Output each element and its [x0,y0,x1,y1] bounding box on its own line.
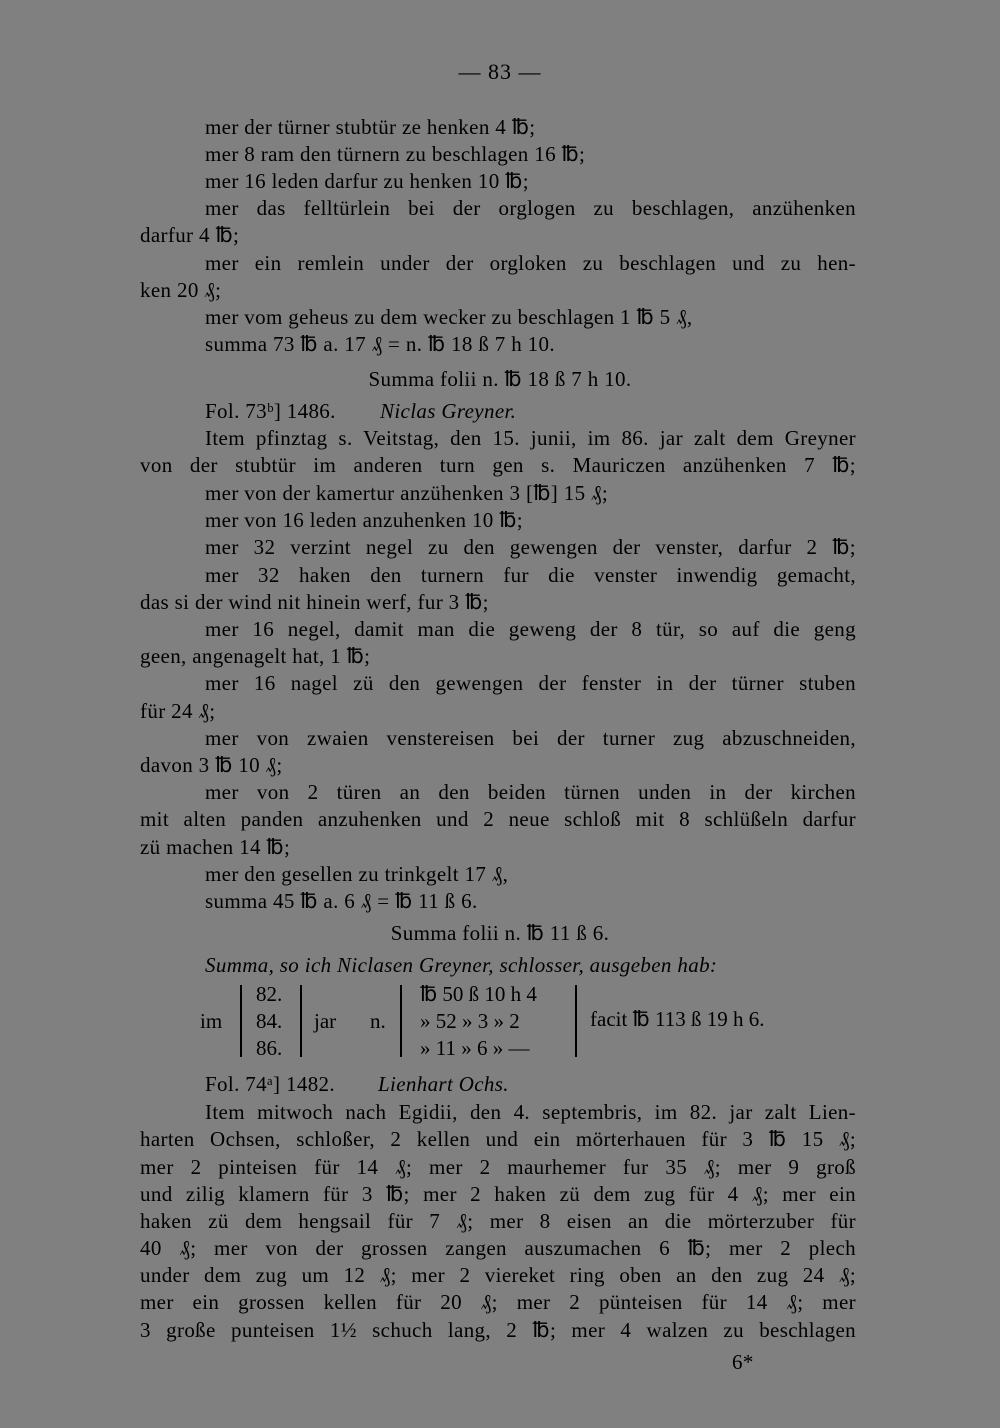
right-brace [575,985,577,1057]
text-line: mer ein grossen kellen für 20 ₰; mer 2 pünteisen für 14 ₰; mer [140,1290,856,1314]
summary-amount: ℔ 50 ß 10 h 4 [420,982,537,1006]
text-line: mer von 16 leden anzuhenken 10 ℔; [205,508,523,532]
text-line: mer von der kamertur anzühenken 3 [℔] 15 ₰; [205,481,609,505]
folio-sum: Summa folii n. ℔ 11 ß 6. [390,921,610,945]
text-line: under dem zug um 12 ₰; mer 2 viereket ring oben an den zug 24 ₰; [140,1263,856,1287]
section-name: Lienhart Ochs. [378,1072,509,1096]
text-line: mer ein remlein under der orgloken zu beschlagen und zu hen- [205,251,856,275]
text-line: haken zü dem hengsail für 7 ₰; mer 8 eisen an die mörterzuber für [140,1209,856,1233]
left-brace [240,985,242,1057]
text-line: Item pfinztag s. Veitstag, den 15. junii, im 86. jar zalt dem Greyner [205,426,856,450]
summary-jar: jar [314,1009,337,1033]
page-number: — 83 — [458,59,542,84]
text-line: von der stubtür im anderen turn gen s. Mauriczen anzühenken 7 ℔; [140,453,856,477]
signature-mark: 6* [732,1350,754,1374]
summary-year: 84. [256,1009,283,1033]
text-line: 40 ₰; mer von der grossen zangen auszumachen 6 ℔; mer 2 plech [140,1236,856,1260]
text-line: mer den gesellen zu trinkgelt 17 ₰, [205,862,509,886]
summary-year: 82. [256,982,283,1006]
text-line: mer 16 leden darfur zu henken 10 ℔; [205,169,529,193]
text-line: ken 20 ₰; [140,278,222,302]
text-line: mer der türner stubtür ze henken 4 ℔; [205,115,536,139]
text-line: zü machen 14 ℔; [140,835,291,859]
summary-year: 86. [256,1036,283,1060]
text-line: 3 große punteisen 1½ schuch lang, 2 ℔; mer 4 walzen zu beschlagen [140,1318,856,1342]
text-line: und zilig klamern für 3 ℔; mer 2 haken zü dem zug für 4 ₰; mer ein [140,1182,856,1206]
folio-reference: Fol. 74ᵃ] 1482. [205,1072,335,1096]
summary-amount: » 11 » 6 » — [420,1036,530,1060]
summary-im: im [200,1009,223,1033]
text-line: mer 16 nagel zü den gewengen der fenster in der türner stuben [205,671,856,695]
summary-facit: facit ℔ 113 ß 19 h 6. [590,1007,765,1031]
text-line: mer von 2 türen an den beiden türnen unden in der kirchen [205,780,856,804]
text-line: geen, angenagelt hat, 1 ℔; [140,644,371,668]
text-line: mit alten panden anzuhenken und 2 neue schloß mit 8 schlüßeln darfur [140,807,856,831]
summary-amount: » 52 » 3 » 2 [420,1009,520,1033]
summary-heading: Summa, so ich Niclasen Greyner, schlosser, ausgeben hab: [205,953,718,977]
text-line: mer 2 pinteisen für 14 ₰; mer 2 maurhemer fur 35 ₰; mer 9 groß [140,1155,856,1179]
summary-n: n. [370,1009,386,1033]
text-line: mer das felltürlein bei der orglogen zu beschlagen, anzühenken [205,196,856,220]
text-line: für 24 ₰; [140,699,216,723]
text-line: mer 16 negel, damit man die geweng der 8 tür, so auf die geng [205,617,856,641]
folio-reference: Fol. 73ᵇ] 1486. [205,399,336,423]
text-line: harten Ochsen, schloßer, 2 kellen und ein mörterhauen für 3 ℔ 15 ₰; [140,1127,856,1151]
text-line: mer 8 ram den türnern zu beschlagen 16 ℔; [205,142,586,166]
text-line: summa 73 ℔ a. 17 ₰ = n. ℔ 18 ß 7 h 10. [205,332,555,356]
text-line: mer vom geheus zu dem wecker zu beschlagen 1 ℔ 5 ₰, [205,305,693,329]
text-line: summa 45 ℔ a. 6 ₰ = ℔ 11 ß 6. [205,889,478,913]
left-brace [400,985,402,1057]
text-line: davon 3 ℔ 10 ₰; [140,753,283,777]
text-line: mer von zwaien venstereisen bei der turner zug abzuschneiden, [205,726,856,750]
text-line: mer 32 verzint negel zu den gewengen der venster, darfur 2 ℔; [205,535,856,559]
section-name: Niclas Greyner. [380,399,517,423]
text-line: darfur 4 ℔; [140,223,240,247]
text-line: Item mitwoch nach Egidii, den 4. septembris, im 82. jar zalt Lien- [205,1100,856,1124]
text-line: das si der wind nit hinein werf, fur 3 ℔; [140,590,489,614]
text-line: mer 32 haken den turnern fur die venster inwendig gemacht, [205,563,856,587]
folio-sum: Summa folii n. ℔ 18 ß 7 h 10. [368,367,632,391]
right-brace [300,985,302,1057]
